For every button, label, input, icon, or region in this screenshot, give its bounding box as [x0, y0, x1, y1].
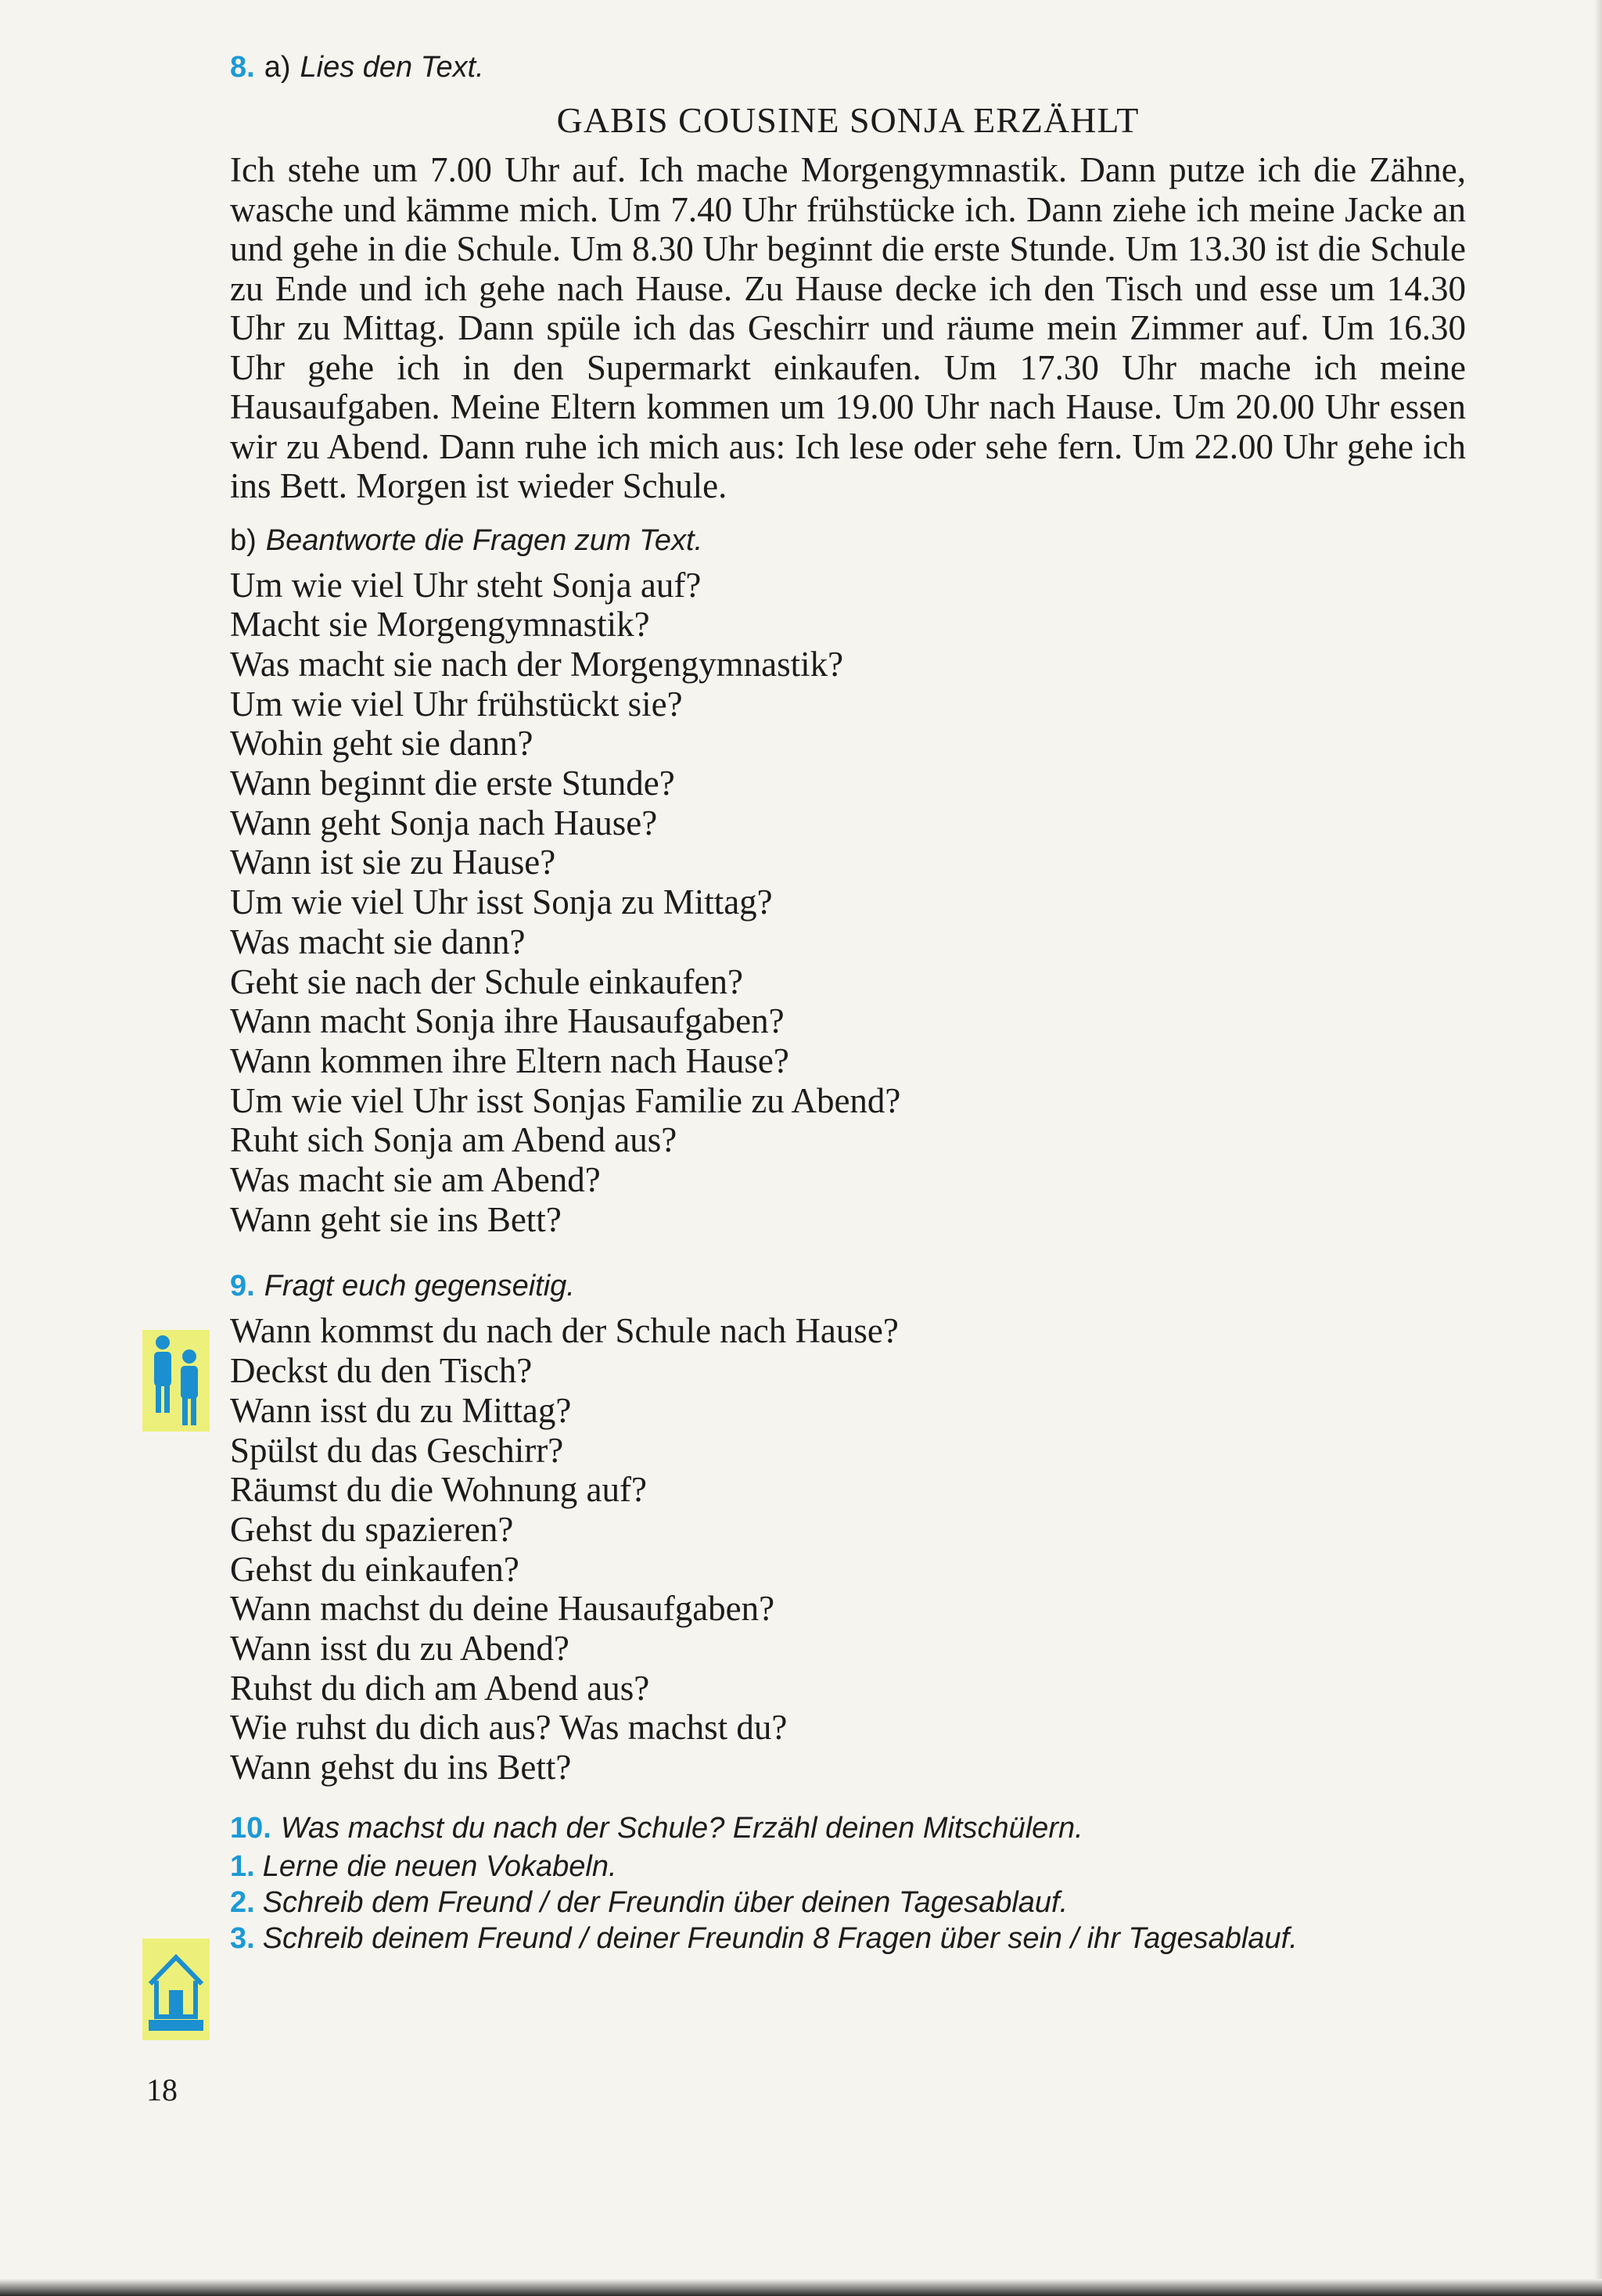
question: Um wie viel Uhr frühstückt sie?	[230, 684, 683, 724]
task-8b-header	[230, 520, 1466, 561]
pair-work-icon	[142, 1330, 210, 1432]
question-list	[230, 1311, 1466, 1787]
task-instruction: Lies den Text.	[300, 51, 484, 84]
page-bottom-edge	[0, 2279, 1602, 2296]
question: Wohin geht sie dann?	[230, 724, 533, 764]
part-label: a)	[264, 51, 291, 84]
homework-number: 3.	[230, 1921, 255, 1955]
homework-item	[230, 1849, 1466, 1885]
page-edge	[1594, 0, 1602, 2296]
question: Wie ruhst du dich aus? Was machst du?	[230, 1708, 788, 1748]
task-number: 8.	[230, 51, 255, 84]
homework-text: Schreib dem Freund / der Freundin über deinen Tagesablauf.	[262, 1885, 1069, 1919]
question: Macht sie Morgengymnastik?	[230, 605, 650, 645]
task-instruction: Was machst du nach der Schule? Erzähl deinen Mitschülern.	[280, 1811, 1083, 1845]
task-10-header	[230, 1808, 1466, 1849]
question-list	[230, 566, 1466, 1240]
question: Was macht sie nach der Morgengymnastik?	[230, 644, 844, 684]
homework-house-icon	[142, 1938, 210, 2040]
reading-text: Ich stehe um 7.00 Uhr auf. Ich mache Morgengymnastik. Dann putze ich die Zähne, wasche und kämme mich. Um 7.40 Uhr frühstücke ich. Dann ziehe ich meine Jacke an und gehe in die Schule. Um 8.30 Uhr beginnt die erste Stunde. Um 13.30 ist die Schule zu Ende und ich gehe nach Hause. Zu Hause decke ich den Tisch und esse um 14.30 Uhr zu Mittag. Dann spüle ich das Geschirr und räume mein Zimmer auf. Um 16.30 Uhr gehe ich in den Supermarkt einkaufen. Um 17.30 Uhr mache ich meine Hausaufgaben. Meine Eltern kommen um 19.00 Uhr nach Hause. Um 20.00 Uhr essen wir zu Abend. Dann ruhe ich mich aus: Ich lese oder sehe fern. Um 22.00 Uhr gehe ich ins Bett. Morgen ist wieder Schule.	[230, 150, 1466, 505]
question: Wann kommst du nach der Schule nach Hause?	[230, 1311, 899, 1351]
page-content	[230, 47, 1466, 1956]
question: Was macht sie dann?	[230, 922, 526, 961]
task-number: 9.	[230, 1270, 255, 1303]
task-instruction: Beantworte die Fragen zum Text.	[265, 523, 703, 557]
page-number: 18	[146, 2072, 178, 2107]
question: Ruht sich Sonja am Abend aus?	[230, 1120, 677, 1160]
question: Gehst du einkaufen?	[230, 1549, 519, 1589]
task-9-header	[230, 1266, 1466, 1306]
question: Um wie viel Uhr steht Sonja auf?	[230, 565, 702, 605]
homework-text: Lerne die neuen Vokabeln.	[262, 1849, 617, 1883]
question: Wann geht Sonja nach Hause?	[230, 803, 658, 843]
part-label: b)	[230, 523, 257, 557]
question: Ruhst du dich am Abend aus?	[230, 1668, 650, 1708]
question: Wann geht sie ins Bett?	[230, 1199, 562, 1239]
question: Wann beginnt die erste Stunde?	[230, 764, 675, 803]
homework-number: 1.	[230, 1849, 255, 1883]
question: Wann isst du zu Abend?	[230, 1629, 569, 1669]
question: Um wie viel Uhr isst Sonja zu Mittag?	[230, 882, 773, 922]
question: Um wie viel Uhr isst Sonjas Familie zu Abend?	[230, 1080, 901, 1120]
homework-number: 2.	[230, 1885, 255, 1919]
question: Gehst du spazieren?	[230, 1509, 514, 1549]
question: Wann isst du zu Mittag?	[230, 1390, 572, 1430]
question: Wann macht Sonja ihre Hausaufgaben?	[230, 1001, 785, 1041]
question: Wann machst du deine Hausaufgaben?	[230, 1589, 775, 1629]
task-8-header	[230, 47, 1466, 88]
question: Wann gehst du ins Bett?	[230, 1748, 572, 1788]
question: Was macht sie am Abend?	[230, 1160, 601, 1200]
reading-title: GABIS COUSINE SONJA ERZÄHLT	[556, 100, 1140, 140]
question: Deckst du den Tisch?	[230, 1351, 533, 1391]
question: Räumst du die Wohnung auf?	[230, 1470, 647, 1510]
question: Wann kommen ihre Eltern nach Hause?	[230, 1040, 789, 1080]
question: Wann ist sie zu Hause?	[230, 843, 556, 882]
homework-item	[230, 1921, 1466, 1956]
question: Spülst du das Geschirr?	[230, 1430, 564, 1470]
homework-text: Schreib deinem Freund / deiner Freundin 8 Fragen über sein / ihr Tagesablauf.	[262, 1921, 1298, 1955]
task-instruction: Fragt euch gegenseitig.	[264, 1270, 575, 1303]
question: Geht sie nach der Schule einkaufen?	[230, 961, 743, 1001]
homework-list	[230, 1849, 1466, 1956]
homework-item	[230, 1885, 1466, 1921]
task-number: 10.	[230, 1811, 271, 1845]
